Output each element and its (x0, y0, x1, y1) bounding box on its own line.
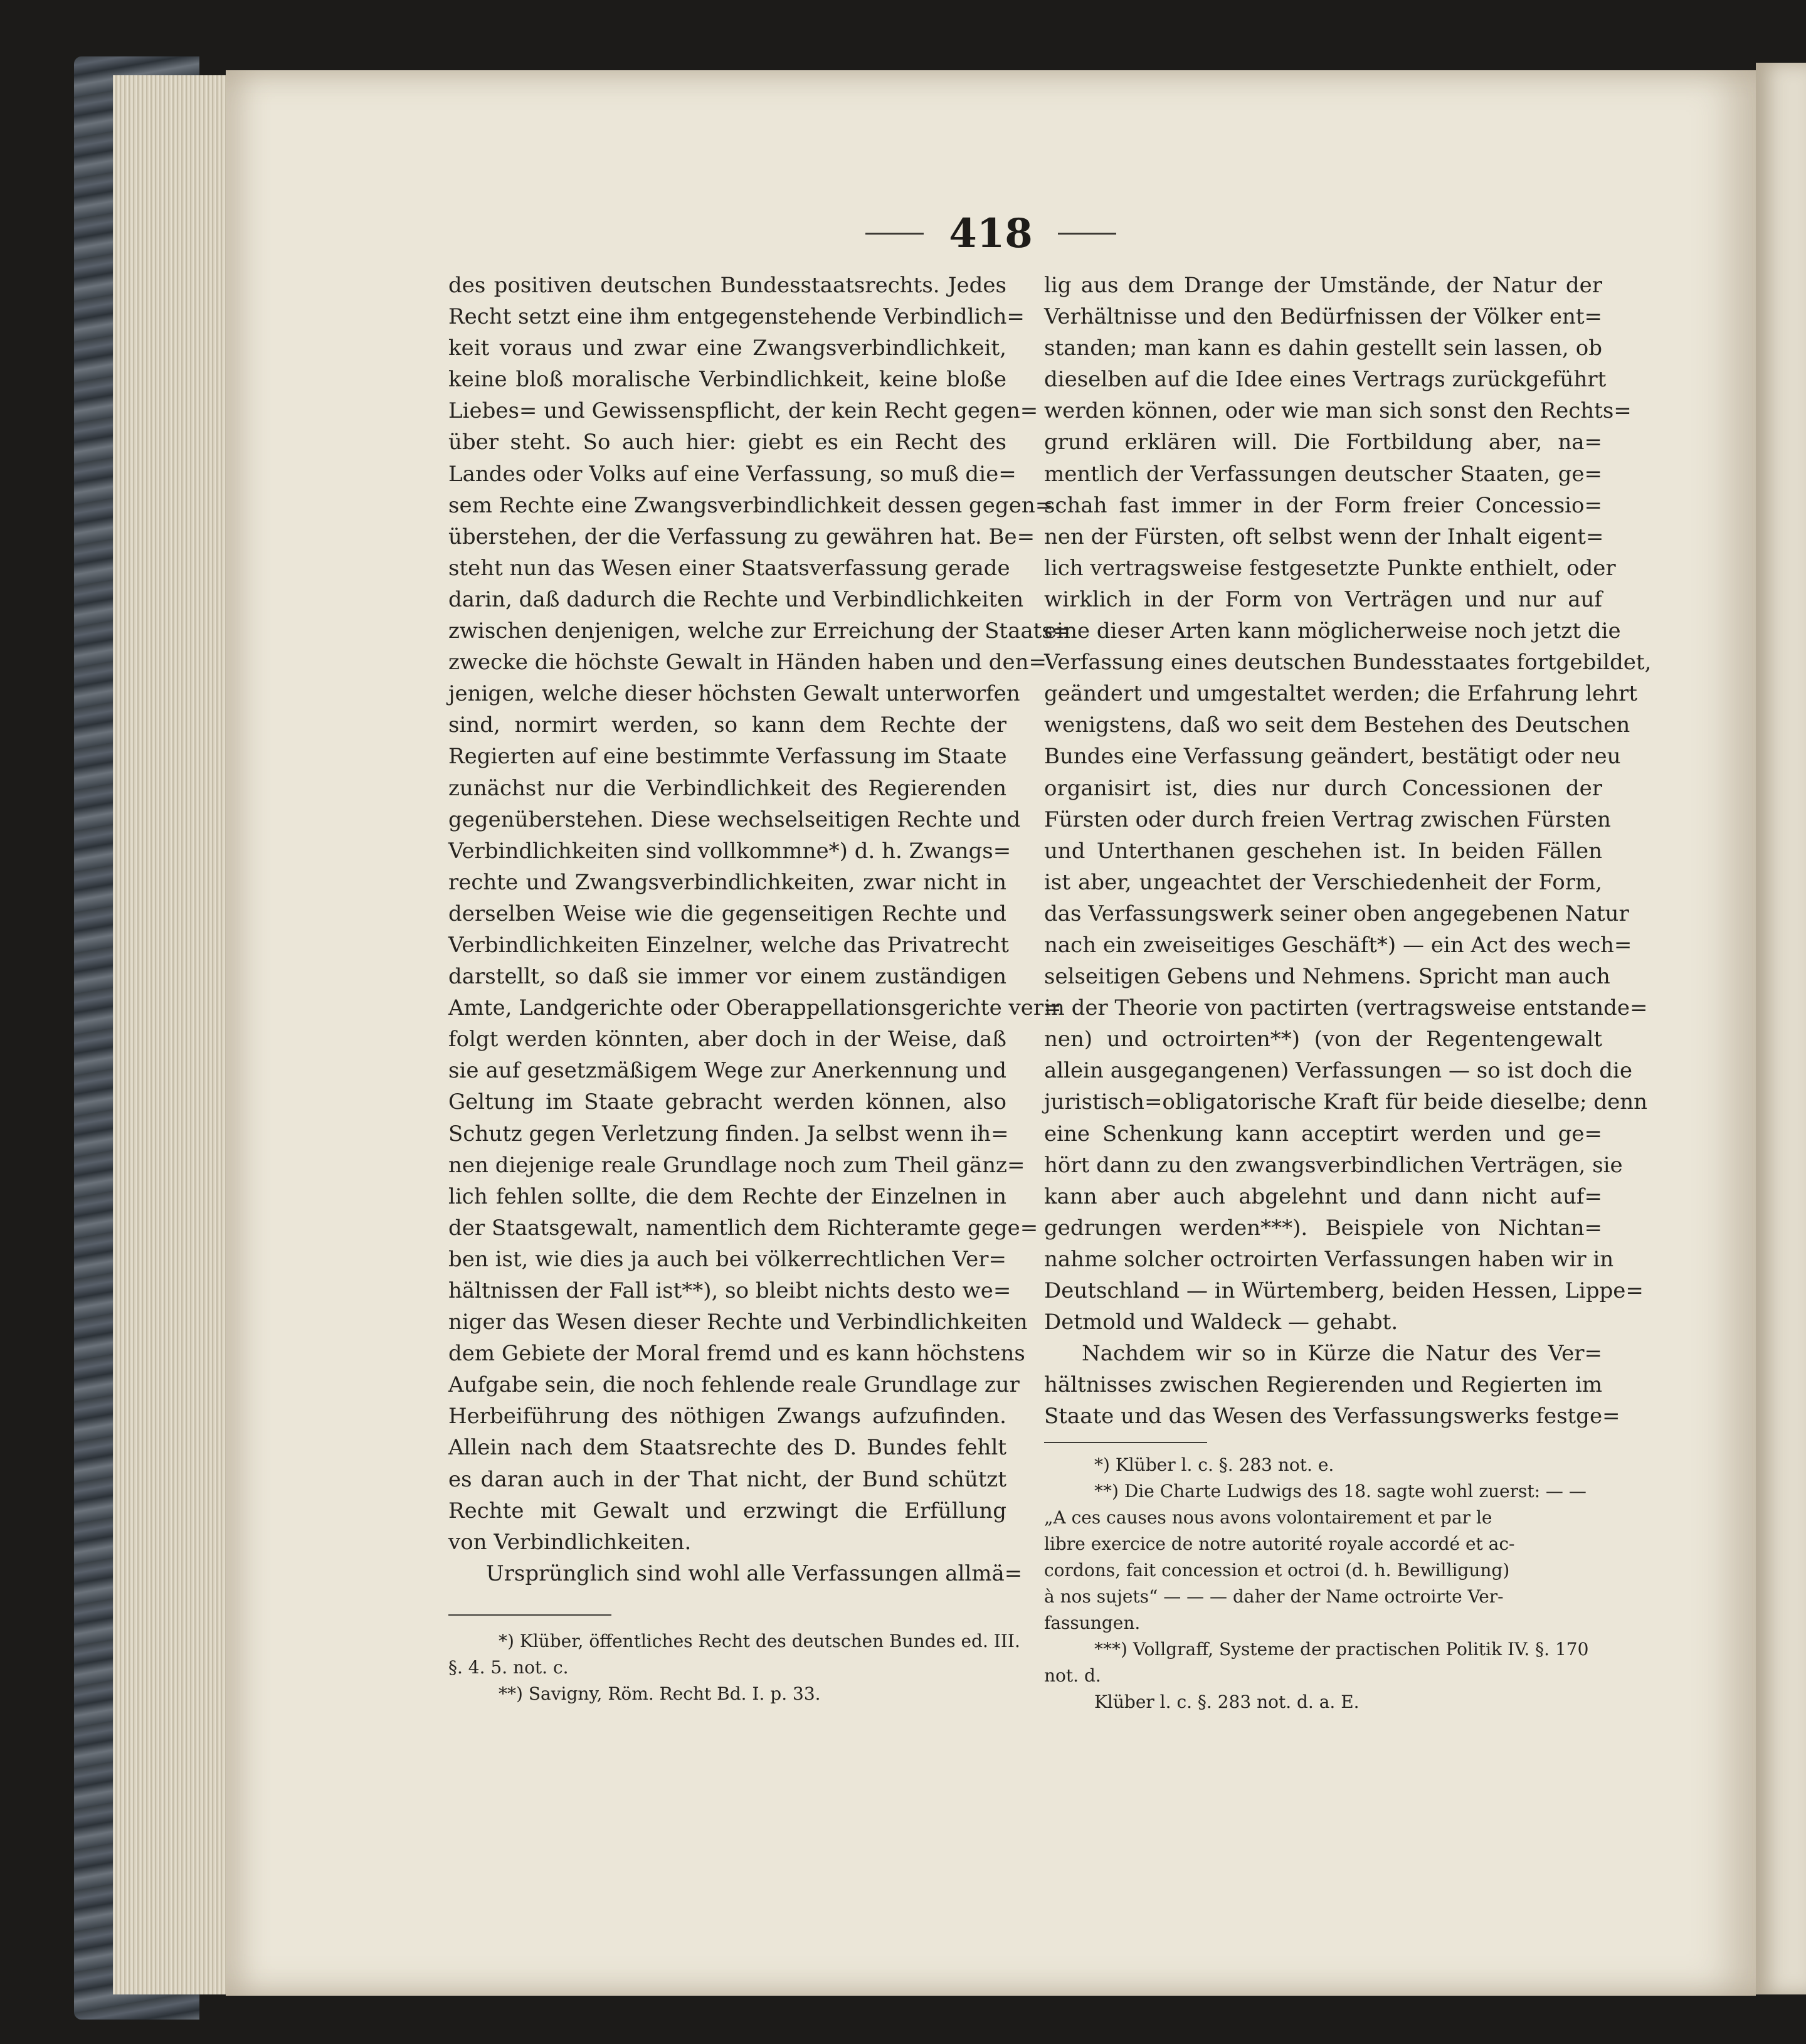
text-line: nahme solcher octroirten Verfassungen haben wir in (1044, 1246, 1614, 1272)
text-line: schah fast immer in der Form freier Concessio= (1044, 492, 1602, 518)
text-line: ist aber, ungeachtet der Verschiedenheit der Form, (1044, 869, 1602, 895)
left-column (448, 270, 1071, 1707)
text-line: Liebes= und Gewissenspflicht, der kein Recht gegen= (448, 398, 1038, 424)
text-line: geändert und umgestaltet werden; die Erfahrung lehrt (1044, 681, 1637, 707)
text-line: und Unterthanen geschehen ist. In beiden Fällen (1044, 838, 1602, 864)
text-line: Rechte mit Gewalt und erzwingt die Erfüllung (448, 1498, 1006, 1523)
text-line: gedrungen werden***). Beispiele von Nichtan= (1044, 1215, 1602, 1241)
text-line: mentlich der Verfassungen deutscher Staaten, ge= (1044, 461, 1602, 487)
text-line: keine bloß moralische Verbindlichkeit, keine bloße (448, 367, 1006, 393)
text-line: Bundes eine Verfassung geändert, bestätigt oder neu (1044, 744, 1621, 770)
text-line: das Verfassungswerk seiner oben angegebenen Natur (1044, 901, 1629, 926)
text-line: es daran auch in der That nicht, der Bund schützt (448, 1466, 1006, 1492)
footnote-line: *) Klüber, öffentliches Recht des deutschen Bundes ed. III. (499, 1630, 1020, 1651)
left-paragraph-1 (448, 270, 1071, 1558)
text-line: Nachdem wir so in Kürze die Natur des Ver= (1082, 1341, 1602, 1367)
right-paragraph-2 (1044, 1338, 1620, 1432)
footnote-rule-right (1044, 1442, 1207, 1443)
footnote-line: Klüber l. c. §. 283 not. d. a. E. (1094, 1692, 1360, 1713)
text-line: organisirt ist, dies nur durch Concessionen der (1044, 775, 1602, 801)
text-line: zwischen denjenigen, welche zur Erreichung der Staats= (448, 618, 1071, 644)
text-line: selseitigen Gebens und Nehmens. Spricht man auch (1044, 964, 1610, 990)
text-line: nen diejenige reale Grundlage noch zum Theil gänz= (448, 1152, 1025, 1178)
text-line: ben ist, wie dies ja auch bei völkerrechtlichen Ver= (448, 1246, 1006, 1272)
footnote-line: fassungen. (1044, 1612, 1141, 1634)
text-line: gegenüberstehen. Diese wechselseitigen Rechte und (448, 807, 1021, 832)
left-paragraph-2-line: Ursprünglich sind wohl alle Verfassungen allmä= (486, 1560, 1023, 1586)
text-line: eine Schenkung kann acceptirt werden und ge= (1044, 1121, 1602, 1146)
footnote-line: „A ces causes nous avons volontairement et par le (1044, 1507, 1492, 1528)
text-line: jenigen, welche dieser höchsten Gewalt unterworfen (448, 681, 1020, 707)
footnote-line: **) Die Charte Ludwigs des 18. sagte wohl zuerst: — — (1094, 1481, 1587, 1502)
footnote-line: §. 4. 5. not. c. (448, 1656, 569, 1678)
text-line: darin, daß dadurch die Rechte und Verbindlichkeiten (448, 586, 1024, 612)
text-line: darstellt, so daß sie immer vor einem zuständigen (448, 964, 1006, 990)
text-line: sem Rechte eine Zwangsverbindlichkeit dessen gegen= (448, 492, 1054, 518)
text-line: sind, normirt werden, so kann dem Rechte der (448, 712, 1006, 738)
text-line: derselben Weise wie die gegenseitigen Rechte und (448, 901, 1006, 926)
footnote-line: à nos sujets“ — — — daher der Name octroirte Ver- (1044, 1586, 1504, 1607)
text-line: standen; man kann es dahin gestellt sein lassen, ob (1044, 336, 1602, 361)
text-line: überstehen, der die Verfassung zu gewähren hat. Be= (448, 524, 1035, 549)
text-line: in der Theorie von pactirten (vertragsweise entstande= (1044, 995, 1648, 1021)
text-line: niger das Wesen dieser Rechte und Verbindlichkeiten (448, 1310, 1028, 1335)
text-line: hältnisses zwischen Regierenden und Regierten im (1044, 1372, 1602, 1398)
text-line: Schutz gegen Verletzung finden. Ja selbst wenn ih= (448, 1121, 1009, 1146)
text-line: lig aus dem Drange der Umstände, der Natur der (1044, 273, 1602, 298)
text-line: wenigstens, daß wo seit dem Bestehen des Deutschen (1044, 712, 1630, 738)
text-line: Regierten auf eine bestimmte Verfassung im Staate (448, 744, 1007, 770)
text-line: juristisch=obligatorische Kraft für beide dieselbe; denn (1044, 1089, 1648, 1115)
text-line: nen der Fürsten, oft selbst wenn der Inhalt eigent= (1044, 524, 1604, 549)
text-line: Recht setzt eine ihm entgegenstehende Verbindlich= (448, 304, 1025, 330)
header-rule-right (1058, 233, 1116, 235)
text-line: Geltung im Staate gebracht werden können, also (448, 1089, 1006, 1115)
text-line: zwecke die höchste Gewalt in Händen haben und den= (448, 650, 1047, 675)
text-line: Aufgabe sein, die noch fehlende reale Grundlage zur (448, 1372, 1020, 1398)
text-line: keit voraus und zwar eine Zwangsverbindlichkeit, (448, 336, 1006, 361)
text-line: der Staatsgewalt, namentlich dem Richteramte gege= (448, 1215, 1038, 1241)
text-line: Landes oder Volks auf eine Verfassung, so muß die= (448, 461, 1017, 487)
text-line: folgt werden könnten, aber doch in der Weise, daß (448, 1027, 1006, 1052)
text-line: eine dieser Arten kann möglicherweise noch jetzt die (1044, 618, 1621, 644)
footnote-line: cordons, fait concession et octroi (d. h. Bewilligung) (1044, 1560, 1510, 1581)
footnote-line: ***) Vollgraff, Systeme der practischen Politik IV. §. 170 (1094, 1639, 1589, 1660)
text-line: Staate und das Wesen des Verfassungswerks festge= (1044, 1404, 1620, 1429)
text-line: hört dann zu den zwangsverbindlichen Verträgen, sie (1044, 1152, 1623, 1178)
text-line: Verfassung eines deutschen Bundesstaates fortgebildet, (1044, 650, 1652, 675)
text-line: Detmold und Waldeck — gehabt. (1044, 1310, 1398, 1335)
text-line: Herbeiführung des nöthigen Zwangs aufzufinden. (448, 1404, 1006, 1429)
footnote-rule-left (448, 1614, 611, 1616)
text-line: Allein nach dem Staatsrechte des D. Bundes fehlt (448, 1435, 1006, 1461)
text-line: werden können, oder wie man sich sonst den Rechts= (1044, 398, 1632, 424)
text-line: Verbindlichkeiten Einzelner, welche das Privatrecht (448, 932, 1009, 958)
text-line: grund erklären will. Die Fortbildung aber, na= (1044, 430, 1602, 455)
text-line: kann aber auch abgelehnt und dann nicht auf= (1044, 1184, 1602, 1209)
text-line: über steht. So auch hier: giebt es ein Recht des (448, 430, 1006, 455)
text-line: sie auf gesetzmäßigem Wege zur Anerkennung und (448, 1058, 1006, 1084)
text-line: lich fehlen sollte, die dem Rechte der Einzelnen in (448, 1184, 1006, 1209)
text-line: steht nun das Wesen einer Staatsverfassung gerade (448, 555, 1010, 581)
text-line: Deutschland — in Würtemberg, beiden Hessen, Lippe= (1044, 1278, 1644, 1303)
page-header (865, 210, 1116, 257)
facing-page-edge (1756, 63, 1806, 1994)
text-line: lich vertragsweise festgesetzte Punkte enthielt, oder (1044, 555, 1616, 581)
page-edges (113, 75, 232, 1994)
text-line: dieselben auf die Idee eines Vertrags zurückgeführt (1044, 367, 1607, 393)
left-footnotes (448, 1628, 1020, 1707)
footnote-line: **) Savigny, Röm. Recht Bd. I. p. 33. (499, 1683, 821, 1704)
text-line: rechte und Zwangsverbindlichkeiten, zwar nicht in (448, 869, 1006, 895)
right-paragraph-1 (1044, 270, 1652, 1338)
text-line: zunächst nur die Verbindlichkeit des Regierenden (448, 775, 1006, 801)
text-line: von Verbindlichkeiten. (448, 1529, 692, 1555)
text-line: hältnissen der Fall ist**), so bleibt nichts desto we= (448, 1278, 1011, 1303)
page-number: 418 (949, 210, 1033, 257)
text-line: nach ein zweiseitiges Geschäft*) — ein Act des wech= (1044, 932, 1632, 958)
right-footnotes (1044, 1452, 1602, 1715)
right-column (1044, 270, 1652, 1715)
text-line: Fürsten oder durch freien Vertrag zwischen Fürsten (1044, 807, 1611, 832)
text-line: Verhältnisse und den Bedürfnissen der Völker ent= (1044, 304, 1602, 330)
text-line: dem Gebiete der Moral fremd und es kann höchstens (448, 1341, 1025, 1367)
text-line: des positiven deutschen Bundesstaatsrechts. Jedes (448, 273, 1006, 298)
text-line: Verbindlichkeiten sind vollkommne*) d. h. Zwangs= (448, 838, 1011, 864)
text-line: allein ausgegangenen) Verfassungen — so ist doch die (1044, 1058, 1633, 1084)
footnote-line: not. d. (1044, 1665, 1101, 1687)
header-rule-left (865, 233, 924, 235)
footnote-line: libre exercice de notre autorité royale accordé et ac- (1044, 1533, 1515, 1555)
text-line: wirklich in der Form von Verträgen und nur auf (1044, 586, 1602, 612)
text-line: Amte, Landgerichte oder Oberappellationsgerichte ver= (448, 995, 1062, 1021)
text-line: nen) und octroirten**) (von der Regentengewalt (1044, 1027, 1602, 1052)
footnote-line: *) Klüber l. c. §. 283 not. e. (1094, 1454, 1334, 1476)
